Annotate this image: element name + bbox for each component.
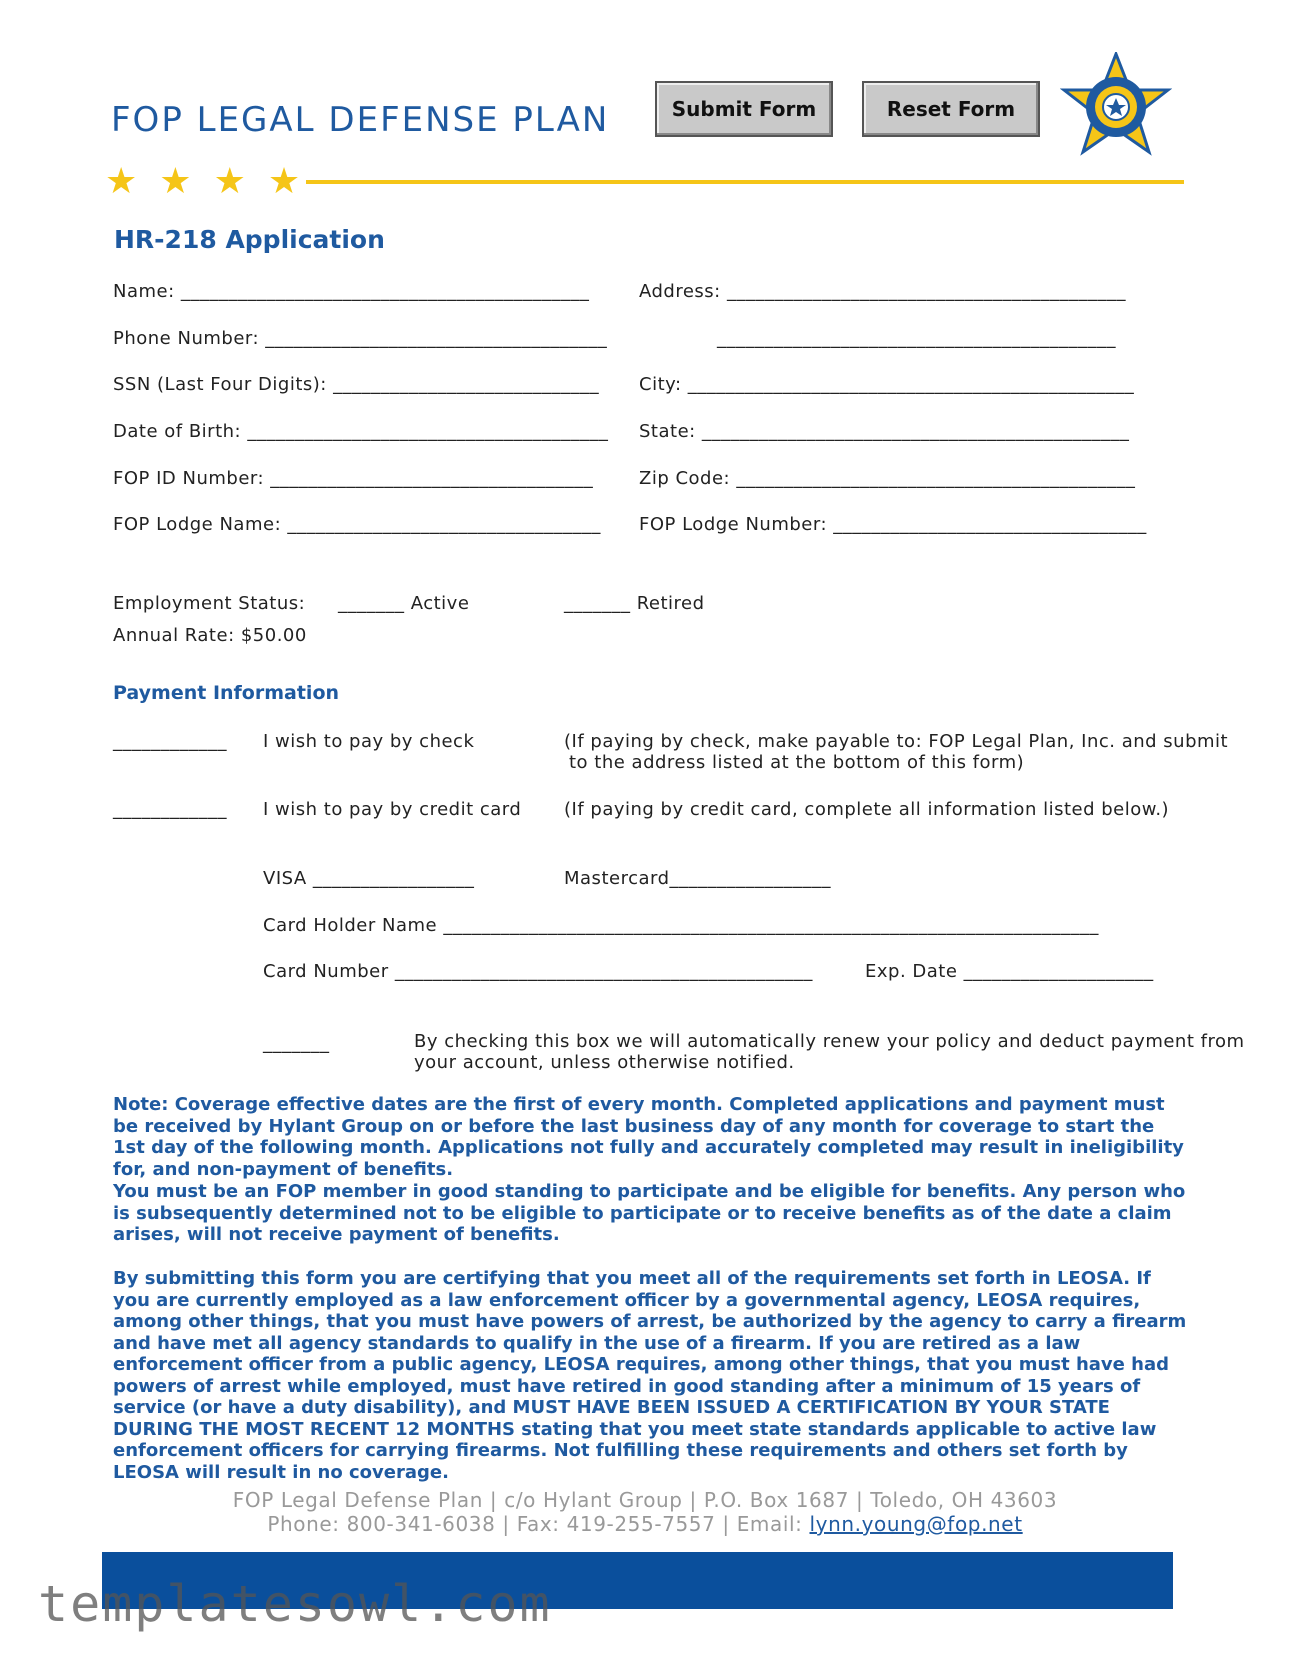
exp-date-field[interactable]: Exp. Date ____________________ — [865, 961, 1154, 982]
pay-by-card-label: I wish to pay by credit card — [263, 799, 522, 820]
employment-retired-option[interactable]: _______ Retired — [564, 593, 705, 614]
auto-renew-checkbox[interactable]: _______ — [263, 1033, 330, 1054]
header-divider — [306, 180, 1184, 184]
footer-address: FOP Legal Defense Plan | c/o Hylant Group | P.O. Box 1687 | Toledo, OH 43603 — [232, 1488, 1058, 1512]
payment-heading: Payment Information — [113, 682, 340, 704]
reset-button[interactable]: Reset Form — [862, 81, 1040, 137]
page-title: HR-218 Application — [114, 225, 385, 254]
city-field[interactable]: City: _______________________________________________ — [639, 374, 1135, 395]
star-icon: ★ — [159, 160, 192, 201]
state-field[interactable]: State: _____________________________________________ — [639, 421, 1130, 442]
mastercard-field[interactable]: Mastercard_________________ — [564, 868, 832, 889]
lodge-number-field[interactable]: FOP Lodge Number: _________________________________ — [639, 514, 1147, 535]
employment-label: Employment Status: — [113, 593, 306, 614]
pay-by-check-checkbox[interactable]: ____________ — [113, 731, 227, 752]
footer-contact — [0, 1512, 1290, 1536]
address-field[interactable]: Address: __________________________________________ — [639, 281, 1126, 302]
submit-button[interactable]: Submit Form — [655, 81, 833, 137]
brand-title: FOP LEGAL DEFENSE PLAN — [111, 100, 610, 140]
check-note-line1: (If paying by check, make payable to: FOP Legal Plan, Inc. and submit — [564, 731, 1229, 752]
employment-active-option[interactable]: _______ Active — [338, 593, 470, 614]
fop-id-field[interactable]: FOP ID Number: __________________________________ — [113, 468, 594, 489]
coverage-note: Note: Coverage effective dates are the first of every month. Completed applications and payment must be received by Hylant Group on or before the last business day of any month for coverage to start the 1st day of the following month. Applications not fully and accurately completed may result in ineligibility for, and non-payment of benefits. — [113, 1094, 1184, 1180]
eligibility-note: You must be an FOP member in good standing to participate and be eligible for benefits. Any person who is subsequently determined not to be eligible to participate or to receive benefits as of the date a claim arises, will not receive payment of benefits. — [113, 1181, 1186, 1245]
pay-by-check-label: I wish to pay by check — [263, 731, 475, 752]
star-icon: ★ — [105, 160, 138, 201]
card-holder-field[interactable]: Card Holder Name _____________________________________________________________________ — [263, 915, 1099, 936]
card-note: (If paying by credit card, complete all information listed below.) — [564, 799, 1170, 820]
auto-renew-text-line1: By checking this box we will automatically renew your policy and deduct payment from — [414, 1031, 1245, 1052]
address-line2-field[interactable]: __________________________________________ — [717, 328, 1116, 349]
fop-seal-icon — [1060, 52, 1172, 160]
lodge-name-field[interactable]: FOP Lodge Name: _________________________________ — [113, 514, 601, 535]
auto-renew-text-line2: your account, unless otherwise notified. — [414, 1052, 795, 1073]
email-link[interactable]: lynn.young@fop.net — [809, 1512, 1023, 1536]
watermark: templatesowl.com — [38, 1575, 552, 1633]
star-icon: ★ — [213, 160, 246, 201]
annual-rate: Annual Rate: $50.00 — [113, 625, 307, 646]
name-field[interactable]: Name: ___________________________________________ — [113, 281, 590, 302]
zip-field[interactable]: Zip Code: __________________________________________ — [639, 468, 1136, 489]
dob-field[interactable]: Date of Birth: ______________________________________ — [113, 421, 609, 442]
check-note-line2: to the address listed at the bottom of this form) — [569, 752, 1025, 773]
leosa-note: By submitting this form you are certifying that you meet all of the requirements set forth in LEOSA. If you are currently employed as a law enforcement officer by a governmental agency, LEOSA requires, among other things, that you must have powers of arrest, be authorized by the agency to carry a firearm and have met all agency standards to qualify in the use of a firearm. If you are retired as a law enforcement officer from a public agency, LEOSA requires, among other things, that you must have had powers of arrest while employed, must have retired in good standing after a minimum of 15 years of service (or have a duty disability), and MUST HAVE BEEN ISSUED A CERTIFICATION BY YOUR STATE DURING THE MOST RECENT 12 MONTHS stating that you meet state standards applicable to active law enforcement officers for carrying firearms. Not fulfilling these requirements and others set forth by LEOSA will result in no coverage. — [113, 1268, 1187, 1483]
card-number-field[interactable]: Card Number ____________________________________________ — [263, 961, 813, 982]
phone-field[interactable]: Phone Number: ____________________________________ — [113, 328, 608, 349]
visa-field[interactable]: VISA _________________ — [263, 868, 475, 889]
star-icon: ★ — [267, 160, 301, 201]
ssn-field[interactable]: SSN (Last Four Digits): ____________________________ — [113, 374, 600, 395]
pay-by-card-checkbox[interactable]: ____________ — [113, 799, 227, 820]
footer-phone-fax: Phone: 800-341-6038 | Fax: 419-255-7557 | Email: — [267, 1512, 810, 1536]
rating-stars — [105, 160, 300, 202]
